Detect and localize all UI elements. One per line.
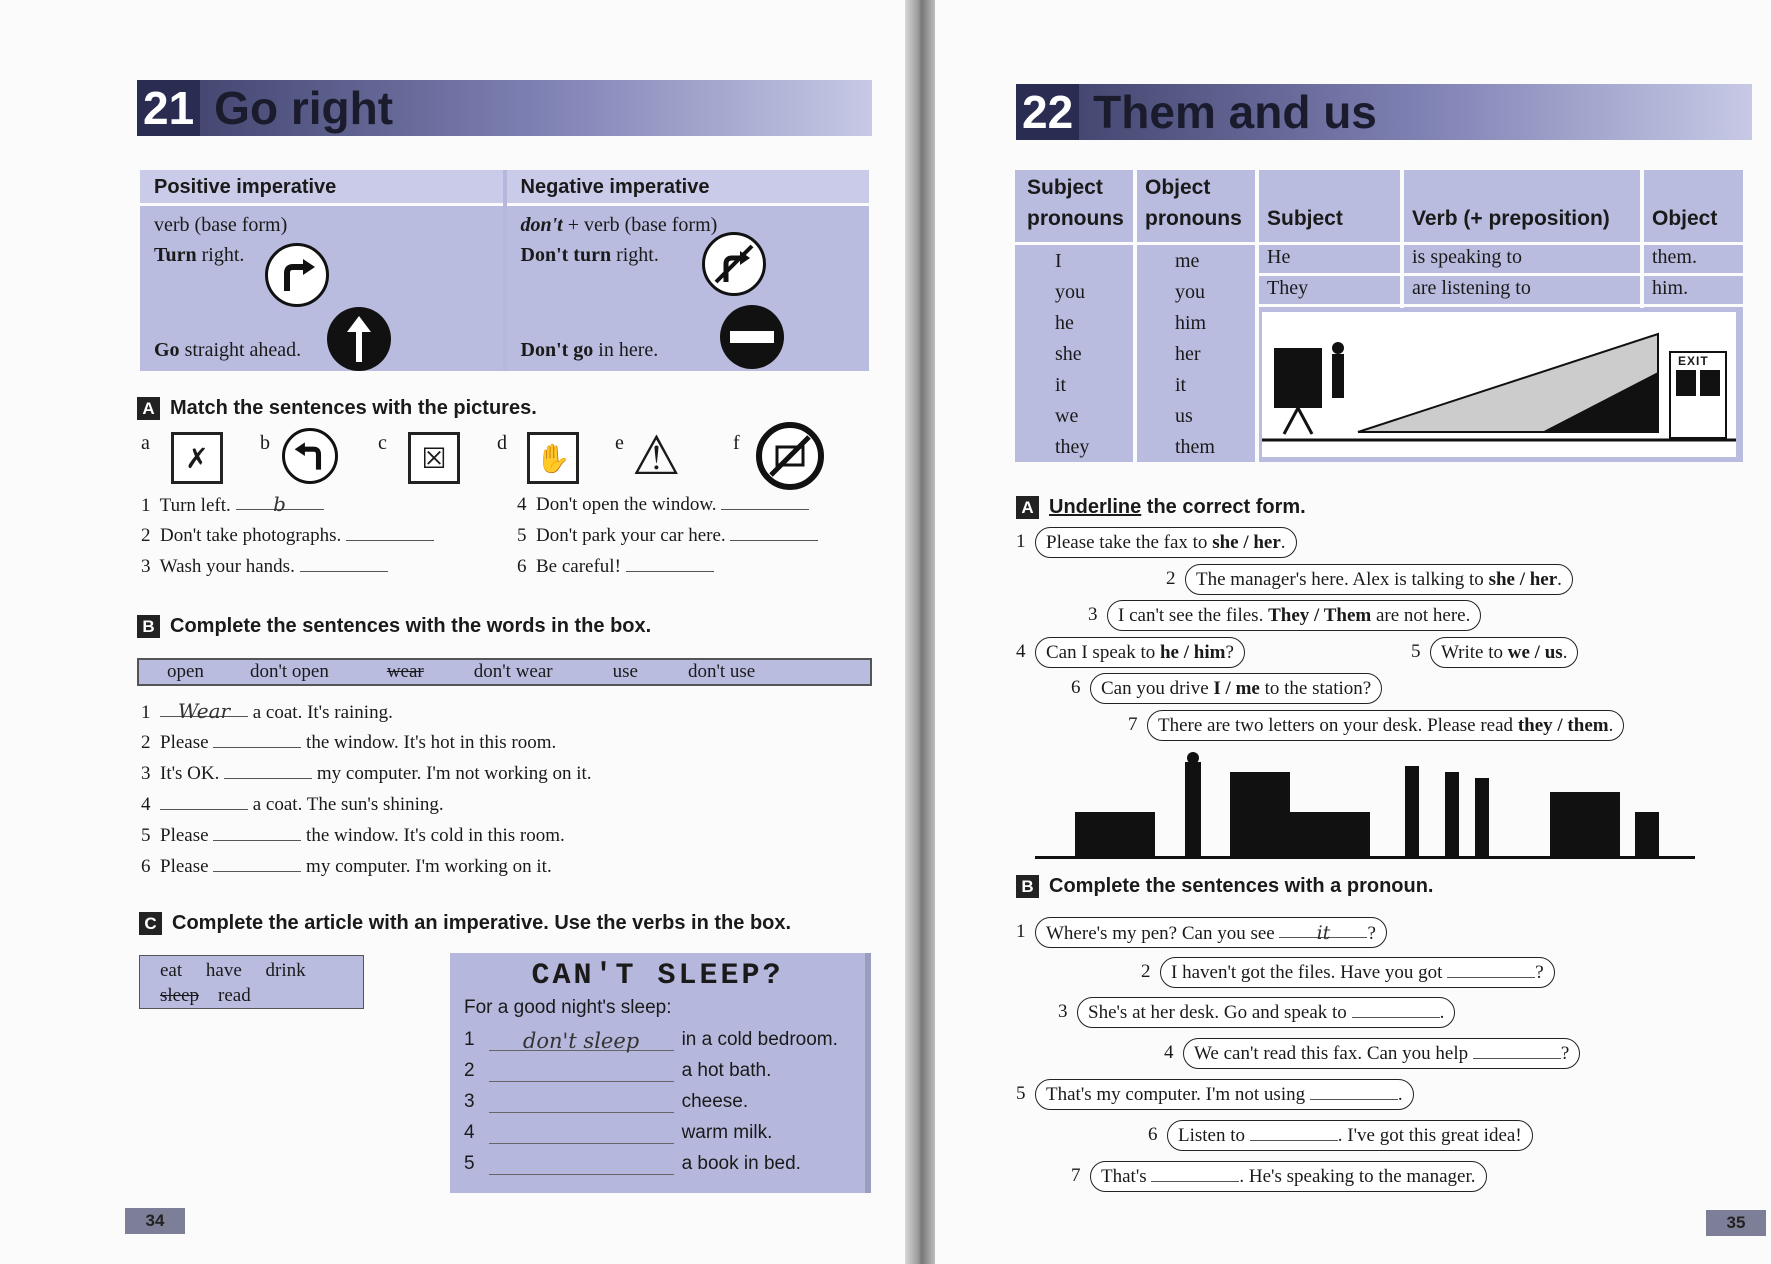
no-entry-sign-icon	[720, 305, 784, 369]
unit-title: Them and us	[1093, 86, 1377, 138]
object-pronouns-header: Object pronouns	[1145, 176, 1242, 230]
negative-example-1: Don't turn right.	[520, 244, 659, 266]
exercise-b-heading	[137, 615, 651, 638]
article-row-1: 1 don't sleep in a cold bedroom.	[464, 1029, 838, 1053]
exercise-a-item-5: 5 Don't park your car here.	[517, 523, 818, 547]
word: don't open	[249, 661, 329, 682]
unit-number: 22	[1016, 84, 1079, 140]
word: don't wear	[473, 661, 553, 682]
picture-label-f: f	[733, 432, 740, 454]
warning-triangle-icon: ⚠	[632, 424, 681, 487]
subject-header: Subject	[1267, 207, 1343, 230]
example-verb: is speaking to	[1412, 246, 1522, 268]
choice[interactable]: we / us	[1507, 642, 1563, 663]
no-camera-icon: ✗	[171, 432, 223, 484]
exercise-a-instruction: Match the sentences with the pictures.	[170, 397, 537, 419]
subject-pronoun: it	[1055, 374, 1067, 396]
answer-blank[interactable]	[489, 1060, 674, 1082]
speech-bubble-b4: We can't read this fax. Can you help ?	[1183, 1038, 1580, 1069]
exercise-a-item-3: 3 Wash your hands.	[141, 554, 388, 578]
office-silhouette-illustration	[1035, 752, 1695, 860]
exercise-b-item-5: 5 Please the window. It's cold in this room.	[141, 825, 565, 846]
choice[interactable]: she / her	[1212, 532, 1281, 553]
positive-example-1: Turn right.	[154, 244, 245, 266]
answer-blank[interactable]	[489, 1153, 674, 1175]
speech-bubble-a4: Can I speak to he / him?	[1035, 637, 1245, 668]
choice[interactable]: she / her	[1488, 569, 1558, 590]
article-row-2: 2 a hot bath.	[464, 1060, 772, 1081]
word: open	[167, 661, 204, 682]
answer-blank[interactable]	[1310, 1082, 1398, 1100]
answer-blank[interactable]	[224, 761, 312, 779]
exercise-b-item-3: 3 It's OK. my computer. I'm not working on it.	[141, 763, 592, 784]
answer-blank[interactable]	[160, 792, 248, 810]
exercise-a-item-6: 6 Be careful!	[517, 554, 714, 578]
subject-pronoun: she	[1055, 343, 1082, 365]
exercise-a-instruction: Underline the correct form.	[1049, 496, 1306, 518]
unit-title: Go right	[214, 82, 394, 134]
speech-bubble-a1: Please take the fax to she / her.	[1035, 527, 1297, 558]
answer-blank[interactable]	[1447, 960, 1535, 978]
object-pronoun: her	[1175, 343, 1201, 365]
exercise-b-item-1: 1 Wear a coat. It's raining.	[141, 699, 393, 723]
word: don't use	[687, 661, 756, 682]
speech-bubble-b1: Where's my pen? Can you see it ?	[1035, 917, 1387, 948]
positive-rule: verb (base form)	[154, 214, 288, 236]
object-pronoun: him	[1175, 312, 1207, 334]
choice[interactable]: They / Them	[1268, 605, 1372, 626]
answer-blank[interactable]	[730, 523, 818, 541]
article-subtitle: For a good night's sleep:	[464, 997, 672, 1018]
object-pronoun-list	[1175, 246, 1215, 463]
exercise-b-item-2: 2 Please the window. It's hot in this room.	[141, 732, 557, 753]
pronoun-table	[1015, 170, 1743, 462]
positive-header: Positive imperative	[140, 170, 503, 206]
word-box	[137, 658, 872, 686]
speech-bubble-b5: That's my computer. I'm not using .	[1035, 1079, 1414, 1110]
exercise-a-letter: A	[137, 397, 160, 420]
object-pronoun: us	[1175, 405, 1193, 427]
subject-pronoun: I	[1055, 250, 1062, 272]
answer-blank[interactable]	[1352, 1000, 1440, 1018]
exercise-a-heading-right	[1016, 496, 1306, 519]
answer-blank[interactable]	[1250, 1123, 1338, 1141]
article-row-3: 3 cheese.	[464, 1091, 749, 1112]
picture-label-c: c	[378, 432, 387, 454]
answer-blank[interactable]	[346, 523, 434, 541]
choice[interactable]: I / me	[1213, 678, 1260, 699]
word-crossed-out: wear	[386, 661, 424, 682]
answer-blank[interactable]	[213, 823, 301, 841]
answer-blank[interactable]: it	[1279, 920, 1367, 938]
speech-bubble-a2: The manager's here. Alex is talking to she / her.	[1185, 564, 1573, 595]
answer-blank[interactable]	[1151, 1164, 1239, 1182]
lecture-hall-illustration	[1262, 312, 1736, 457]
positive-example-2: Go straight ahead.	[154, 339, 302, 361]
example-object: them.	[1652, 246, 1697, 268]
article-title: CAN'T SLEEP?	[531, 959, 784, 993]
page-number-right: 35	[1706, 1210, 1766, 1236]
speech-bubble-b2: I haven't got the files. Have you got ?	[1160, 957, 1555, 988]
exercise-a-heading	[137, 397, 537, 420]
negative-header: Negative imperative	[507, 170, 870, 206]
subject-pronoun-list	[1055, 246, 1089, 463]
no-parking-sign-icon	[756, 422, 824, 490]
exercise-c-heading	[139, 912, 791, 935]
negative-imperative-column	[507, 170, 870, 371]
object-pronoun: them	[1175, 436, 1215, 458]
answer-blank[interactable]	[213, 854, 301, 872]
choice[interactable]: he / him	[1159, 642, 1226, 663]
picture-label-b: b	[260, 432, 270, 454]
picture-label-d: d	[497, 432, 507, 454]
negative-rule: don't + verb (base form)	[520, 214, 718, 236]
exercise-b-instruction: Complete the sentences with the words in the box.	[170, 615, 652, 637]
picture-label-e: e	[615, 432, 624, 454]
exit-sign: EXIT	[1678, 354, 1709, 368]
word: use	[612, 661, 638, 682]
example-verb: are listening to	[1412, 277, 1531, 299]
turn-right-sign-icon	[265, 243, 329, 307]
book-gutter	[905, 0, 935, 1264]
exercise-b-item-6: 6 Please my computer. I'm working on it.	[141, 856, 552, 877]
object-header: Object	[1652, 207, 1718, 230]
speech-bubble-a6: Can you drive I / me to the station?	[1090, 673, 1382, 704]
exercise-a-letter: A	[1016, 496, 1039, 519]
speech-bubble-a3: I can't see the files. They / Them are not here.	[1107, 600, 1481, 631]
speech-bubble-b7: That's . He's speaking to the manager.	[1090, 1161, 1487, 1192]
no-right-turn-sign-icon	[702, 232, 766, 296]
exercise-c-letter: C	[139, 912, 162, 935]
subject-pronoun: he	[1055, 312, 1074, 334]
example-subject: He	[1267, 246, 1291, 268]
speech-bubble-b3: She's at her desk. Go and speak to .	[1077, 997, 1455, 1028]
turn-left-sign-icon	[282, 428, 338, 484]
exercise-b-instruction: Complete the sentences with a pronoun.	[1049, 875, 1434, 897]
subject-pronoun: you	[1055, 281, 1085, 303]
example-object: him.	[1652, 277, 1689, 299]
answer-blank[interactable]	[1473, 1041, 1561, 1059]
answer-blank[interactable]: Wear	[160, 699, 248, 717]
answer-blank[interactable]: b	[236, 492, 324, 510]
verb-header: Verb (+ preposition)	[1412, 207, 1610, 230]
answer-blank[interactable]	[489, 1122, 674, 1144]
verb-crossed-out: sleep	[160, 985, 200, 1006]
speech-bubble-b6: Listen to . I've got this great idea!	[1167, 1120, 1533, 1151]
exercise-a-item-2: 2 Don't take photographs.	[141, 523, 434, 547]
cant-sleep-article	[450, 953, 871, 1193]
page-number-left: 34	[125, 1208, 185, 1234]
unit-21-title-bar	[137, 80, 872, 136]
verb-box: eat have drink sleep read	[139, 955, 364, 1009]
exercise-b-letter: B	[1016, 875, 1039, 898]
unit-number: 21	[137, 80, 200, 136]
answer-blank[interactable]	[300, 554, 388, 572]
positive-imperative-column	[140, 170, 503, 371]
wash-hands-icon: ✋	[527, 432, 579, 484]
imperative-table	[137, 167, 872, 374]
answer-blank[interactable]	[489, 1091, 674, 1113]
object-pronoun: it	[1175, 374, 1187, 396]
exercise-a-item-4: 4 Don't open the window.	[517, 492, 809, 516]
unit-22-title-bar	[1016, 84, 1752, 140]
exercise-c-instruction: Complete the article with an imperative. Use the verbs in the box.	[172, 912, 792, 934]
exercise-b-letter: B	[137, 615, 160, 638]
subject-pronoun: they	[1055, 436, 1090, 458]
answer-blank[interactable]: don't sleep	[489, 1029, 674, 1051]
answer-blank[interactable]	[213, 730, 301, 748]
object-pronoun: me	[1175, 250, 1200, 272]
choice[interactable]: they / them	[1517, 715, 1609, 736]
object-pronoun: you	[1175, 281, 1205, 303]
subject-pronouns-header: Subject pronouns	[1027, 176, 1124, 230]
answer-blank[interactable]	[721, 492, 809, 510]
speech-bubble-a5: Write to we / us.	[1430, 637, 1578, 668]
picture-label-a: a	[141, 432, 150, 454]
exercise-a-item-1: 1 Turn left. b	[141, 492, 324, 517]
article-row-4: 4 warm milk.	[464, 1122, 773, 1143]
answer-blank[interactable]	[626, 554, 714, 572]
exercise-b-heading-right	[1016, 875, 1434, 898]
article-row-5: 5 a book in bed.	[464, 1153, 801, 1174]
example-subject: They	[1267, 277, 1309, 299]
subject-pronoun: we	[1055, 405, 1079, 427]
exercise-b-item-4: 4 a coat. The sun's shining.	[141, 794, 444, 815]
go-straight-sign-icon	[327, 307, 391, 371]
negative-example-2: Don't go in here.	[520, 339, 659, 361]
speech-bubble-a7: There are two letters on your desk. Please read they / them.	[1147, 710, 1624, 741]
closed-window-icon: ☒	[408, 432, 460, 484]
